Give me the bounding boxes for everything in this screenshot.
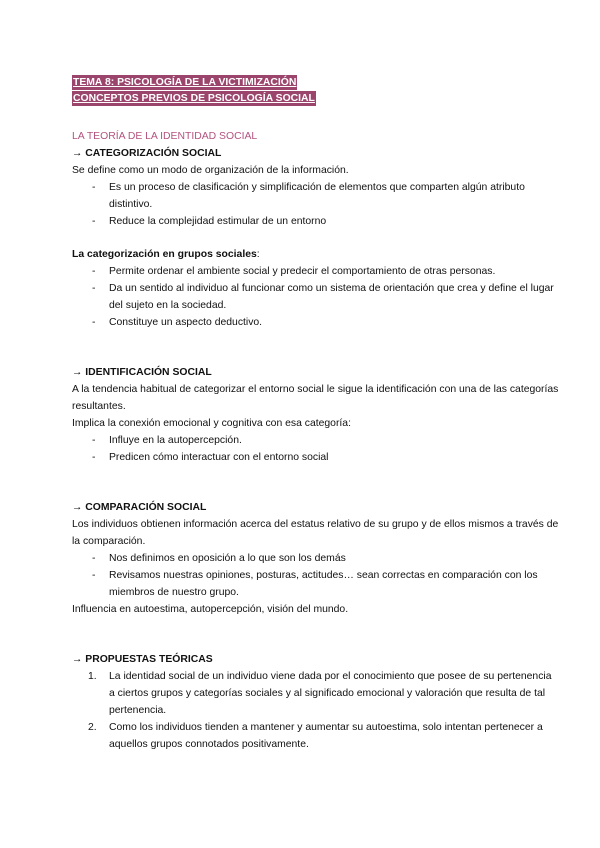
identificacion-list [72,432,560,466]
list-item [72,179,560,213]
list-item-text: Constituye un aspecto deductivo. [109,317,263,328]
list-item [72,668,560,719]
dash-marker: - [92,266,96,277]
list-item [72,567,560,601]
list-item-text: Nos definimos en oposición a lo que son los demás [109,553,346,564]
list-item-text: Reduce la complejidad estimular de un entorno [109,216,327,227]
groups-list [72,263,560,331]
dash-marker: - [92,435,96,446]
dash-marker: - [92,283,96,294]
list-item-text: Da un sentido al individuo al funcionar como un sistema de orientación que crea y define el lugar del sujeto en la sociedad. [109,283,554,311]
groups-label: La categorización en grupos sociales [72,249,257,260]
list-item [72,263,560,280]
categorizacion-list [72,179,560,230]
identificacion-heading: → IDENTIFICACIÓN SOCIAL [72,367,212,378]
categorizacion-heading: → CATEGORIZACIÓN SOCIAL [72,148,222,159]
dash-marker: - [92,570,96,581]
dash-marker: - [92,182,96,193]
title-block [72,74,560,106]
list-item [72,550,560,567]
comparacion-outro: Influencia en autoestima, autopercepción, visión del mundo. [72,604,349,615]
dash-marker: - [92,216,96,227]
list-number: 2. [88,722,97,733]
identificacion-intro-2: Implica la conexión emocional y cognitiva con esa categoría: [72,418,351,429]
list-item [72,432,560,449]
propuestas-list [72,668,560,753]
title-line-2: CONCEPTOS PREVIOS DE PSICOLOGÍA SOCIAL [73,93,315,104]
list-item [72,213,560,230]
list-number: 1. [88,671,97,682]
identificacion-intro: A la tendencia habitual de categorizar el entorno social le sigue la identificación con una de las categorías resultantes. [72,384,559,412]
dash-marker: - [92,317,96,328]
list-item [72,280,560,314]
dash-marker: - [92,452,96,463]
groups-colon: : [256,249,260,260]
list-item [72,314,560,331]
list-item-text: Influye en la autopercepción. [109,435,242,446]
list-item-text: Es un proceso de clasificación y simplificación de elementos que comparten algún atributo distintivo. [109,182,525,210]
list-item-text: Permite ordenar el ambiente social y predecir el comportamiento de otras personas. [109,266,496,277]
categorizacion-intro: Se define como un modo de organización de la información. [72,165,349,176]
comparacion-list [72,550,560,601]
list-item-text: Revisamos nuestras opiniones, posturas, actitudes… sean correctas en comparación con los miembros de nuestro grupo. [109,570,538,598]
theory-heading: LA TEORÍA DE LA IDENTIDAD SOCIAL [72,131,258,142]
title-line-1: TEMA 8: PSICOLOGÍA DE LA VICTIMIZACIÓN [73,77,297,88]
list-item-text: La identidad social de un individuo viene dada por el conocimiento que posee de su pertenencia a ciertos grupos y categorías sociales y al significado emocional y valoración que resulta de tal pertenencia. [109,671,552,716]
list-item [72,719,560,753]
comparacion-heading: → COMPARACIÓN SOCIAL [72,502,207,513]
dash-marker: - [92,553,96,564]
propuestas-heading: → PROPUESTAS TEÓRICAS [72,654,213,665]
list-item-text: Como los individuos tienden a mantener y aumentar su autoestima, solo intentan pertenecer a aquellos grupos connotados positivamente. [109,722,543,750]
comparacion-intro: Los individuos obtienen información acerca del estatus relativo de su grupo y de ellos mismos a través de la comparación. [72,519,559,547]
groups-label-line [72,246,560,263]
list-item-text: Predicen cómo interactuar con el entorno social [109,452,329,463]
list-item [72,449,560,466]
